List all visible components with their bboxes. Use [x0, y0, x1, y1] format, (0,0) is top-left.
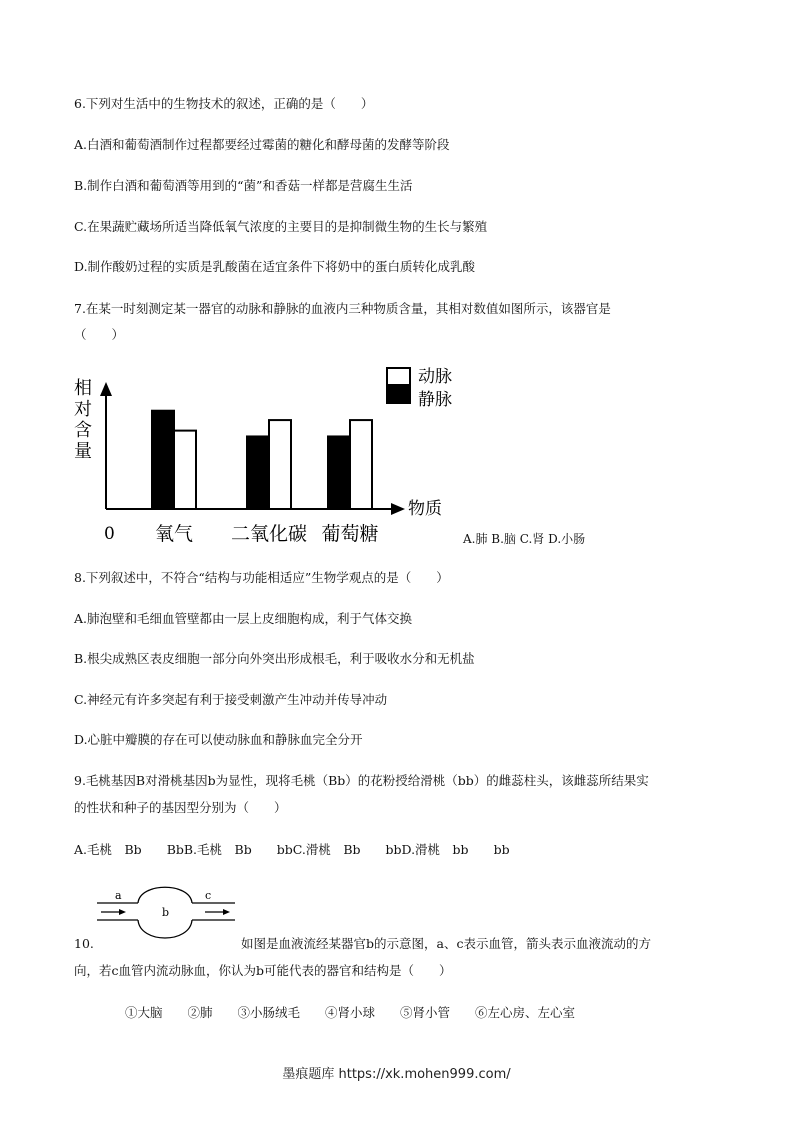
q8-option-a: A.肺泡壁和毛细血管壁都由一层上皮细胞构成，利于气体交换 [74, 611, 413, 626]
chart-bars [152, 411, 372, 509]
q8-option-c: C.神经元有许多突起有利于接受刺激产生冲动并传导冲动 [74, 692, 388, 707]
q10-stem-line2: 向，若c血管内流动脉血，你认为b可能代表的器官和结构是（ ） [74, 963, 452, 978]
q7-options: A.肺 B.脑 C.肾 D.小肠 [463, 532, 586, 546]
flow-arrow-out-head [223, 909, 230, 915]
chart-origin-label: 0 [104, 524, 115, 544]
q8-option-d: D.心脏中瓣膜的存在可以使动脉血和静脉血完全分开 [74, 732, 363, 747]
q6-option-d: D.制作酸奶过程的实质是乳酸菌在适宜条件下将奶中的蛋白质转化成乳酸 [74, 259, 476, 274]
bar-vein-1 [152, 411, 174, 509]
q7-stem-line2: （ ） [74, 327, 125, 342]
q9-stem-line1: 9.毛桃基因B对滑桃基因b为显性，现将毛桃（Bb）的花粉授给滑桃（bb）的雌蕊柱头，该雌蕊所结果实 [74, 773, 649, 788]
legend-swatch-artery [387, 368, 410, 385]
q10-stem-line1: 如图是血液流经某器官b的示意图，a、c表示血管，箭头表示血液流动的方 [241, 936, 651, 951]
q7-stem-line1: 7.在某一时刻测定某一器官的动脉和静脉的血液内三种物质含量，其相对数值如图所示，该器官是 [74, 301, 611, 316]
vessel-label-c: c [205, 889, 212, 902]
ylabel-char: 相 [74, 378, 92, 399]
q6-option-b: B.制作白酒和葡萄酒等用到的“菌”和香菇一样都是营腐生生活 [74, 178, 413, 193]
organ-b-top [138, 887, 192, 903]
q6-stem: 6.下列对生活中的生物技术的叙述，正确的是（ ） [74, 96, 374, 111]
q9-stem-line2: 的性状和种子的基因型分别为（ ） [74, 800, 287, 815]
x-axis-arrow [391, 503, 405, 515]
q6-option-c: C.在果蔬贮藏场所适当降低氧气浓度的主要目的是抑制微生物的生长与繁殖 [74, 219, 488, 234]
q9-options: A.毛桃 Bb BbB.毛桃 Bb bbC.滑桃 Bb bbD.滑桃 bb bb [74, 842, 510, 857]
q6-option-a: A.白酒和葡萄酒制作过程都要经过霉菌的糖化和酵母菌的发酵等阶段 [74, 137, 450, 152]
category-label-1: 氧气 [154, 523, 194, 545]
flow-arrow-in-head [119, 909, 126, 915]
bar-vein-2 [247, 436, 269, 509]
ylabel-char: 量 [74, 441, 92, 462]
ylabel-char: 含 [74, 420, 92, 441]
legend-label-vein: 静脉 [418, 390, 452, 410]
y-axis-arrow [100, 382, 112, 396]
legend-label-artery: 动脉 [418, 367, 452, 387]
vessel-label-a: a [115, 889, 122, 902]
ylabel-char: 对 [74, 399, 92, 420]
bar-artery-1 [174, 431, 196, 509]
q10-blood-flow-diagram [95, 884, 240, 944]
category-label-2: 二氧化碳 [230, 523, 308, 545]
organ-b-bottom [138, 920, 192, 938]
page-footer: 墨痕题库 https://xk.mohen999.com/ [282, 1067, 511, 1082]
q8-option-b: B.根尖成熟区表皮细胞一部分向外突出形成根毛，利于吸收水分和无机盐 [74, 651, 475, 666]
category-label-3: 葡萄糖 [321, 523, 379, 545]
chart-category-labels [155, 523, 379, 545]
bar-vein-3 [328, 436, 350, 509]
bar-artery-2 [269, 420, 291, 509]
q10-number: 10. [74, 936, 94, 951]
q7-bar-chart [68, 362, 452, 552]
legend-swatch-vein [387, 386, 410, 403]
q8-stem: 8.下列叙述中，不符合“结构与功能相适应”生物学观点的是（ ） [74, 570, 449, 585]
chart-ylabel [74, 378, 92, 462]
chart-xlabel: 物质 [408, 499, 442, 519]
q10-options: ①大脑 ②肺 ③小肠绒毛 ④肾小球 ⑤肾小管 ⑥左心房、左心室 [125, 1005, 576, 1020]
bar-artery-3 [350, 420, 372, 509]
organ-label-b: b [162, 906, 170, 919]
